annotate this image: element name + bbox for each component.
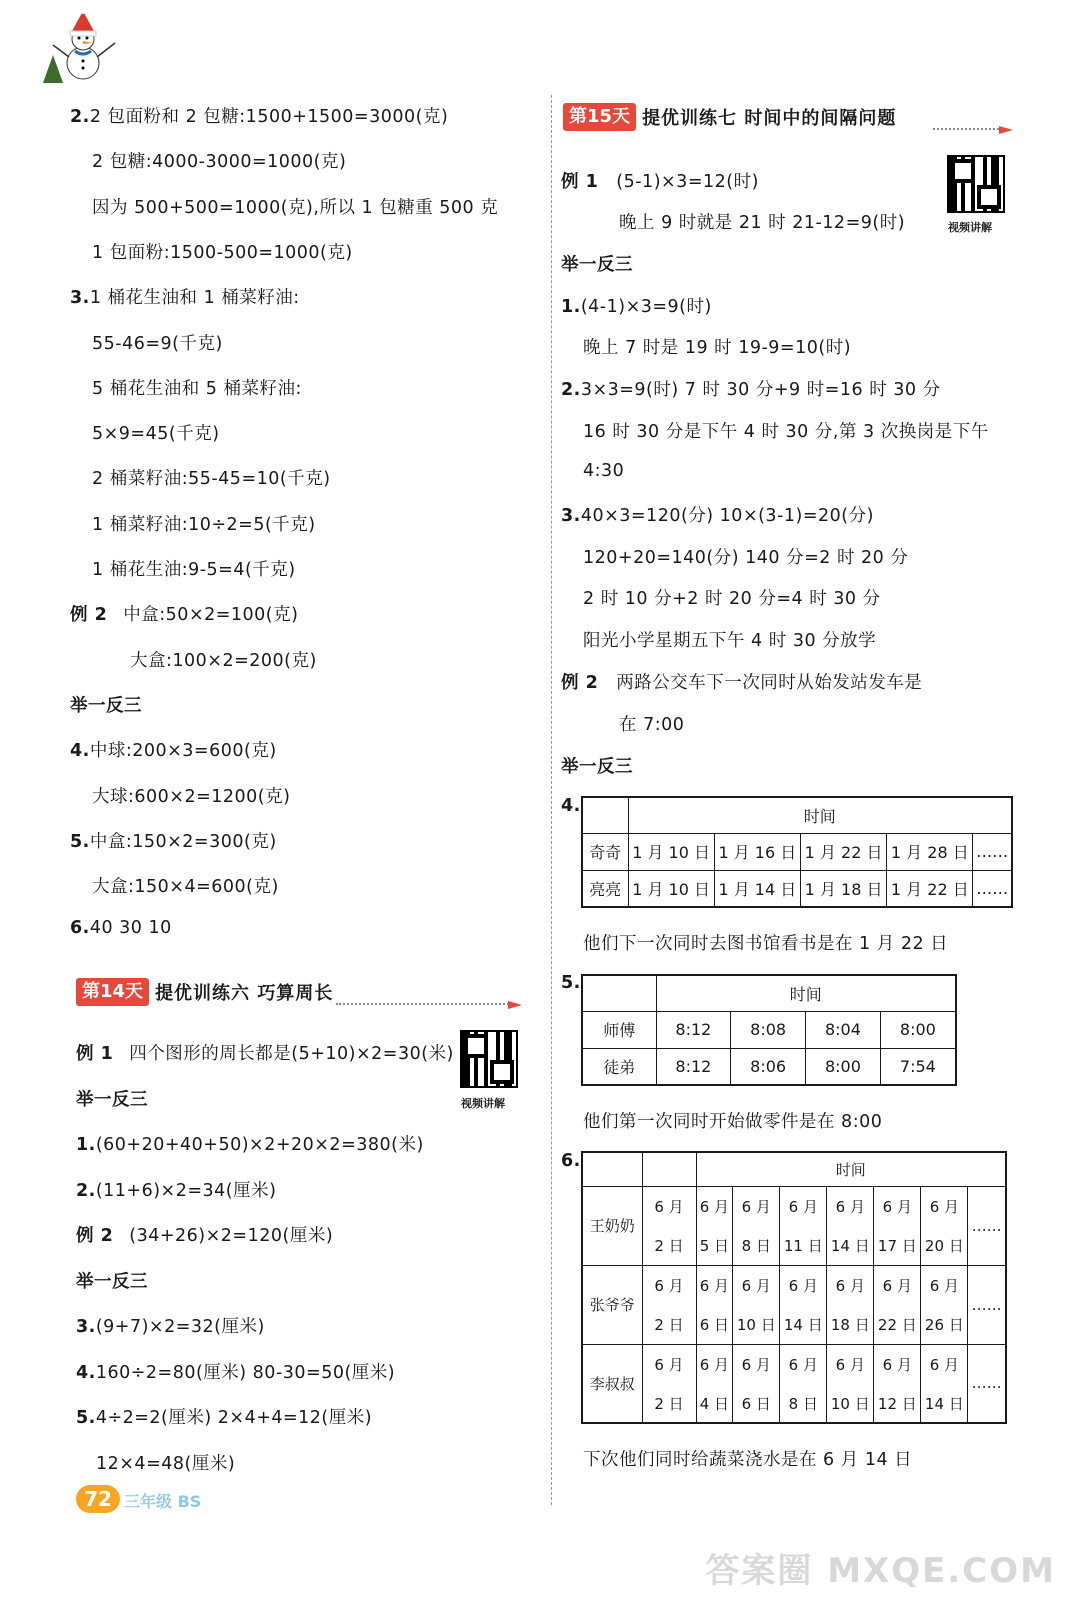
table-cell: 1 月 22 日	[887, 870, 973, 907]
question-number: 5.	[70, 831, 90, 852]
table-cell: 6 月	[827, 1265, 874, 1305]
line-text: 中盒:50×2=100(克)	[123, 605, 299, 626]
table-cell: 6 月	[874, 1186, 921, 1226]
text-line	[76, 1313, 265, 1338]
text-line	[92, 873, 279, 898]
question-number: 2.	[76, 1180, 96, 1201]
ellipsis-cell: ……	[968, 1265, 1006, 1344]
text-line	[583, 627, 876, 652]
table-cell: 8:00	[880, 1011, 956, 1048]
table-cell: 8:00	[806, 1048, 881, 1085]
watermark: 答案圈 MXQE.COM	[705, 1551, 1056, 1591]
text-line	[70, 103, 448, 128]
table-cell: 17 日	[874, 1226, 921, 1265]
table-cell: 6 日	[733, 1384, 780, 1423]
text-line	[92, 465, 331, 490]
question-number: 6.	[70, 918, 90, 939]
example-label: 例 2	[76, 1226, 114, 1246]
example-label: 例 2	[561, 673, 599, 693]
example-label: 举一反三	[76, 1271, 148, 1292]
table-cell: 14 日	[780, 1305, 827, 1344]
text-line	[92, 148, 346, 173]
text-line	[76, 1131, 424, 1156]
example-label: 举一反三	[561, 255, 633, 275]
table-cell: 26 日	[921, 1305, 968, 1344]
line-text: 4÷2=2(厘米) 2×4+4=12(厘米)	[95, 1408, 373, 1428]
text-line	[561, 251, 651, 276]
question-number: 2.	[70, 107, 90, 127]
table-cell: 22 日	[874, 1305, 921, 1344]
question-number: 6.	[561, 1151, 581, 1171]
line-text: 大球:600×2=1200(克)	[92, 786, 291, 807]
day-badge: 第15天	[563, 103, 636, 131]
table-cell: 1 月 14 日	[714, 870, 800, 907]
text-line	[561, 168, 759, 193]
qr-caption: 视频讲解	[461, 1097, 505, 1110]
question-number: 3.	[76, 1317, 96, 1337]
line-text: 55-46=9(千克)	[92, 333, 223, 354]
text-line	[561, 293, 712, 318]
text-line	[92, 239, 353, 264]
example-label: 例 1	[76, 1044, 114, 1064]
table-row	[582, 1011, 956, 1048]
question-number: 2.	[561, 380, 581, 400]
example-label: 例 1	[561, 172, 599, 192]
qr-code-icon[interactable]	[460, 1030, 518, 1088]
line-text: 2 桶菜籽油:55-45=10(千克)	[92, 469, 331, 490]
line-text: 5×9=45(千克)	[92, 424, 220, 445]
question-number: 3.	[561, 506, 581, 526]
text-line	[583, 418, 989, 443]
text-line	[70, 692, 158, 717]
text-line	[561, 753, 651, 778]
table-cell: 6 月	[733, 1344, 780, 1384]
table-cell: 8 日	[733, 1226, 780, 1265]
line-text: 3×3=9(时) 7 时 30 分+9 时=16 时 30 分	[580, 380, 941, 400]
line-text: 中球:200×3=600(克)	[89, 741, 277, 762]
line-text: 16 时 30 分是下午 4 时 30 分,第 3 次换岗是下午	[583, 422, 989, 442]
answer-q5: 他们第一次同时开始做零件是在 8:00	[583, 1112, 883, 1132]
table-cell: 14 日	[921, 1384, 968, 1423]
table-cell: 1 月 28 日	[887, 833, 973, 870]
text-line	[76, 1359, 395, 1384]
line-text: 1 桶花生油:9-5=4(千克)	[92, 560, 296, 580]
answer-q4: 他们下一次同时去图书馆看书是在 1 月 22 日	[583, 934, 949, 954]
line-text: 5 桶花生油和 5 桶菜籽油:	[92, 378, 302, 399]
table-cell: 8:06	[731, 1048, 806, 1085]
line-text: 晚上 7 时是 19 时 19-9=10(时)	[583, 338, 852, 358]
table-cell: 1 月 22 日	[800, 833, 886, 870]
table-cell: 6 月	[696, 1186, 733, 1226]
text-line	[76, 1404, 372, 1429]
text-line	[70, 918, 172, 938]
table-row	[582, 1384, 1006, 1423]
table-cell: 7:54	[880, 1048, 956, 1085]
text-line	[76, 1177, 276, 1202]
table-cell: 8:08	[731, 1011, 806, 1048]
table-cell: 6 月	[696, 1344, 733, 1384]
example-label: 举一反三	[561, 757, 633, 777]
text-line	[619, 711, 684, 736]
table-cell: 8:12	[656, 1011, 731, 1048]
table-cell: 6 月	[921, 1344, 968, 1384]
table-cell: 6 月	[780, 1265, 827, 1305]
line-text: 160÷2=80(厘米) 80-30=50(厘米)	[95, 1362, 396, 1383]
table-cell: 18 日	[827, 1305, 874, 1344]
text-line	[92, 556, 296, 581]
table-cell: 6 月	[921, 1265, 968, 1305]
table-cell: 2 日	[642, 1384, 696, 1423]
text-line	[583, 334, 851, 359]
table-cell: 6 月	[696, 1265, 733, 1305]
line-text: 120+20=140(分) 140 分=2 时 20 分	[583, 548, 909, 568]
table-cell: 2 日	[642, 1226, 696, 1265]
table-cell: 1 月 16 日	[714, 833, 800, 870]
table-cell: ……	[973, 833, 1012, 870]
table-cell: ……	[973, 870, 1012, 907]
arrow-icon	[999, 126, 1013, 134]
section-header-day15	[563, 102, 1013, 132]
table-row	[582, 1186, 1006, 1226]
table-cell: 6 月	[733, 1265, 780, 1305]
table-cell: 10 日	[733, 1305, 780, 1344]
section-title: 提优训练七 时间中的间隔问题	[642, 108, 897, 129]
line-text: 中盒:150×2=300(克)	[89, 831, 277, 852]
table-cell: 2 日	[642, 1305, 696, 1344]
question-number: 4.	[76, 1362, 96, 1383]
line-text: 12×4=48(厘米)	[96, 1453, 236, 1474]
question-number: 4.	[70, 741, 90, 762]
table-cell: 4 日	[696, 1384, 733, 1423]
text-line	[92, 194, 498, 219]
table-q4	[581, 796, 1013, 908]
table-cell: 6 月	[827, 1186, 874, 1226]
text-line	[92, 420, 220, 445]
table-cell: 20 日	[921, 1226, 968, 1265]
table-row	[582, 870, 1012, 907]
table-cell: 10 日	[827, 1384, 874, 1423]
example-label: 举一反三	[76, 1089, 148, 1110]
row-name: 王奶奶	[582, 1186, 642, 1265]
line-text: (4-1)×3=9(时)	[580, 297, 712, 317]
table-cell: 8 日	[780, 1384, 827, 1423]
text-line	[92, 375, 302, 400]
line-text: (9+7)×2=32(厘米)	[95, 1317, 265, 1337]
section-rule	[336, 1003, 516, 1005]
text-line	[92, 783, 290, 808]
table-cell: 1 月 10 日	[628, 833, 714, 870]
question-number: 1.	[76, 1135, 96, 1155]
table-row	[582, 1305, 1006, 1344]
text-line	[583, 585, 881, 610]
table-row	[582, 1048, 956, 1085]
text-line	[70, 828, 277, 853]
table-cell: 6 月	[780, 1344, 827, 1384]
day-badge: 第14天	[76, 978, 149, 1006]
table-q6	[581, 1151, 1007, 1424]
table-cell: 6 月	[780, 1186, 827, 1226]
line-text: 大盒:150×4=600(克)	[92, 877, 279, 898]
line-text: (11+6)×2=34(厘米)	[95, 1180, 277, 1201]
text-line	[76, 1040, 454, 1065]
snowman-illustration	[35, 5, 120, 85]
row-name: 师傅	[582, 1011, 656, 1048]
table-cell: 12 日	[874, 1384, 921, 1423]
line-text: 因为 500+500=1000(克),所以 1 包糖重 500 克	[92, 197, 499, 218]
line-text: (60+20+40+50)×2+20×2=380(米)	[95, 1135, 424, 1155]
text-line	[70, 737, 277, 762]
table-header: 时间	[656, 975, 956, 1011]
text-line	[561, 376, 941, 401]
line-text: 40×3=120(分) 10×(3-1)=20(分)	[580, 506, 874, 526]
line-text: 2 时 10 分+2 时 20 分=4 时 30 分	[583, 589, 881, 609]
table-cell: 6 月	[921, 1186, 968, 1226]
text-line	[561, 669, 922, 694]
table-cell: 6 日	[696, 1305, 733, 1344]
line-text: 2 包面粉和 2 包糖:1500+1500=3000(克)	[89, 107, 449, 127]
table-row	[582, 1265, 1006, 1305]
table-cell: 6 月	[642, 1344, 696, 1384]
line-text: 在 7:00	[619, 715, 685, 735]
table-cell: 1 月 18 日	[800, 870, 886, 907]
table-cell: 8:12	[656, 1048, 731, 1085]
qr-caption: 视频讲解	[948, 221, 992, 234]
text-line	[583, 544, 908, 569]
grade-label: 三年级 BS	[124, 1492, 202, 1511]
table-row	[582, 833, 1012, 870]
table-cell: 6 月	[874, 1265, 921, 1305]
line-text: 晚上 9 时就是 21 时 21-12=9(时)	[619, 213, 906, 233]
row-name: 奇奇	[582, 833, 628, 870]
section-rule	[933, 128, 1003, 130]
row-name: 李叔叔	[582, 1344, 642, 1423]
line-text: 两路公交车下一次同时从始发站发车是	[616, 673, 923, 693]
line-text: 1 桶菜籽油:10÷2=5(千克)	[92, 514, 316, 535]
text-line	[583, 461, 624, 481]
table-cell: 6 月	[642, 1265, 696, 1305]
table-row	[582, 1226, 1006, 1265]
text-line	[76, 1086, 164, 1111]
table-header: 时间	[628, 797, 1012, 833]
question-number: 1.	[561, 297, 581, 317]
table-q5	[581, 974, 957, 1086]
text-line	[76, 1222, 333, 1247]
section-header-day14	[76, 977, 521, 1007]
text-line	[96, 1450, 235, 1475]
table-cell: 5 日	[696, 1226, 733, 1265]
line-text: (5-1)×3=12(时)	[616, 172, 759, 192]
row-name: 徒弟	[582, 1048, 656, 1085]
table-cell: 6 月	[733, 1186, 780, 1226]
text-line	[130, 647, 317, 672]
line-text: 1 桶花生油和 1 桶菜籽油:	[89, 288, 300, 309]
page-number: 72	[76, 1485, 120, 1513]
question-number: 4.	[561, 796, 581, 816]
table-row	[582, 1344, 1006, 1384]
question-number: 5.	[76, 1408, 96, 1428]
text-line	[70, 601, 298, 626]
line-text: 2 包糖:4000-3000=1000(克)	[92, 152, 347, 173]
line-text: 阳光小学星期五下午 4 时 30 分放学	[583, 631, 877, 651]
row-name: 张爷爷	[582, 1265, 642, 1344]
column-divider	[551, 95, 552, 1505]
line-text: 大盒:100×2=200(克)	[130, 650, 317, 671]
table-cell: 11 日	[780, 1226, 827, 1265]
text-line	[92, 511, 316, 536]
row-name: 亮亮	[582, 870, 628, 907]
text-line	[76, 1268, 164, 1293]
line-text: 40 30 10	[89, 918, 172, 939]
question-number: 3.	[70, 288, 90, 309]
arrow-icon	[508, 1001, 522, 1009]
line-text: 四个图形的周长都是(5+10)×2=30(米)	[129, 1044, 454, 1064]
ellipsis-cell: ……	[968, 1344, 1006, 1423]
table-cell: 6 月	[874, 1344, 921, 1384]
qr-code-icon[interactable]	[947, 155, 1005, 213]
table-cell: 14 日	[827, 1226, 874, 1265]
ellipsis-cell: ……	[968, 1186, 1006, 1265]
text-line	[92, 330, 223, 355]
text-line	[619, 209, 905, 234]
text-line	[70, 284, 300, 309]
table-cell: 1 月 10 日	[628, 870, 714, 907]
table-cell: 6 月	[642, 1186, 696, 1226]
table-cell: 6 月	[827, 1344, 874, 1384]
question-number: 5.	[561, 973, 581, 993]
line-text: 1 包面粉:1500-500=1000(克)	[92, 242, 353, 263]
answer-q6: 下次他们同时给蔬菜浇水是在 6 月 14 日	[583, 1450, 913, 1470]
example-label: 举一反三	[70, 695, 142, 716]
table-header: 时间	[696, 1152, 1006, 1186]
example-label: 例 2	[70, 605, 108, 626]
line-text: 4:30	[583, 461, 625, 481]
text-line	[561, 502, 874, 527]
section-title: 提优训练六 巧算周长	[155, 983, 334, 1004]
table-cell: 8:04	[806, 1011, 881, 1048]
line-text: (34+26)×2=120(厘米)	[129, 1226, 334, 1246]
